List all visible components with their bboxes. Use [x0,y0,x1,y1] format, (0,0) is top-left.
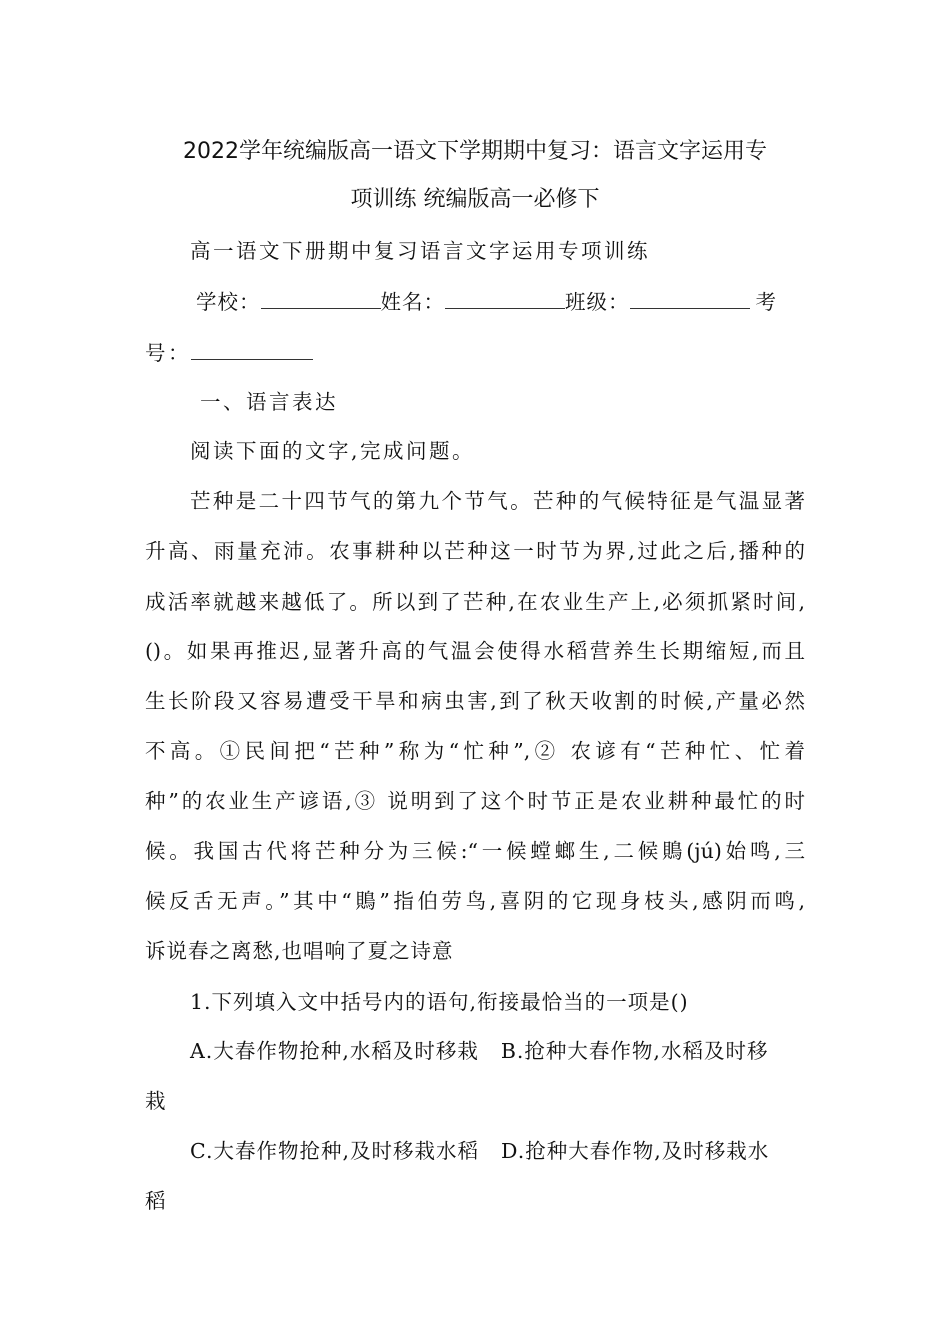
options-row-cd [190,1136,805,1166]
subtitle: 高一语文下册期中复习语言文字运用专项训练 [190,239,650,263]
exam-number-blank[interactable] [191,339,313,360]
passage-line: 诉说春之离愁,也唱响了夏之诗意 [145,939,454,963]
school-blank[interactable] [261,288,381,309]
passage-line: 升高、雨量充沛。农事耕种以芒种这一时节为界,过此之后,播种的 [145,539,805,563]
exam-number-label-part1: 考 [755,290,777,314]
option-b-continuation: 栽 [145,1089,168,1113]
exam-number-label-part2: 号： [145,341,191,365]
name-label: 姓名： [380,290,445,314]
question-1: 1.下列填入文中括号内的语句,衔接最恰当的一项是() [190,990,689,1014]
passage-line: 候反舌无声。”其中“鵙”指伯劳鸟,喜阴的它现身枝头,感阴而鸣, [145,889,805,913]
document-title-line-1: 2022学年统编版高一语文下学期期中复习：语言文字运用专 [183,139,767,164]
passage-line: ()。如果再推迟,显著升高的气温会使得水稻营养生长期缩短,而且 [145,639,805,663]
option-a[interactable]: A.大春作物抢种,水稻及时移栽 [190,1039,479,1063]
option-c[interactable]: C.大春作物抢种,及时移栽水稻 [190,1139,479,1163]
section-heading: 一、语言表达 [200,390,338,414]
class-label: 班级： [565,290,630,314]
option-d-continuation: 稻 [145,1189,168,1213]
school-label: 学校： [196,290,261,314]
exam-number-row [145,338,805,368]
options-row-ab [190,1036,805,1066]
class-blank[interactable] [630,288,750,309]
option-d[interactable]: D.抢种大春作物,及时移栽水 [501,1139,770,1163]
passage-line: 种”的农业生产谚语,③ 说明到了这个时节正是农业耕种最忙的时 [145,789,805,813]
passage-line: 不高。①民间把“芒种”称为“忙种”,② 农谚有“芒种忙、忙着 [145,739,805,763]
passage-line: 成活率就越来越低了。所以到了芒种,在农业生产上,必须抓紧时间, [145,590,805,614]
reading-instruction: 阅读下面的文字,完成问题。 [190,439,476,463]
student-info-row [196,287,805,317]
passage-line: 候。我国古代将芒种分为三候:“一候螳螂生,二候鵙(jú)始鸣,三 [145,839,805,863]
document-title-line-2: 项训练 统编版高一必修下 [350,187,600,212]
option-b[interactable]: B.抢种大春作物,水稻及时移 [500,1039,769,1063]
passage-line: 生长阶段又容易遭受干旱和病虫害,到了秋天收割的时候,产量必然 [145,689,805,713]
passage-line: 芒种是二十四节气的第九个节气。芒种的气候特征是气温显著 [190,489,805,513]
name-blank[interactable] [445,288,565,309]
